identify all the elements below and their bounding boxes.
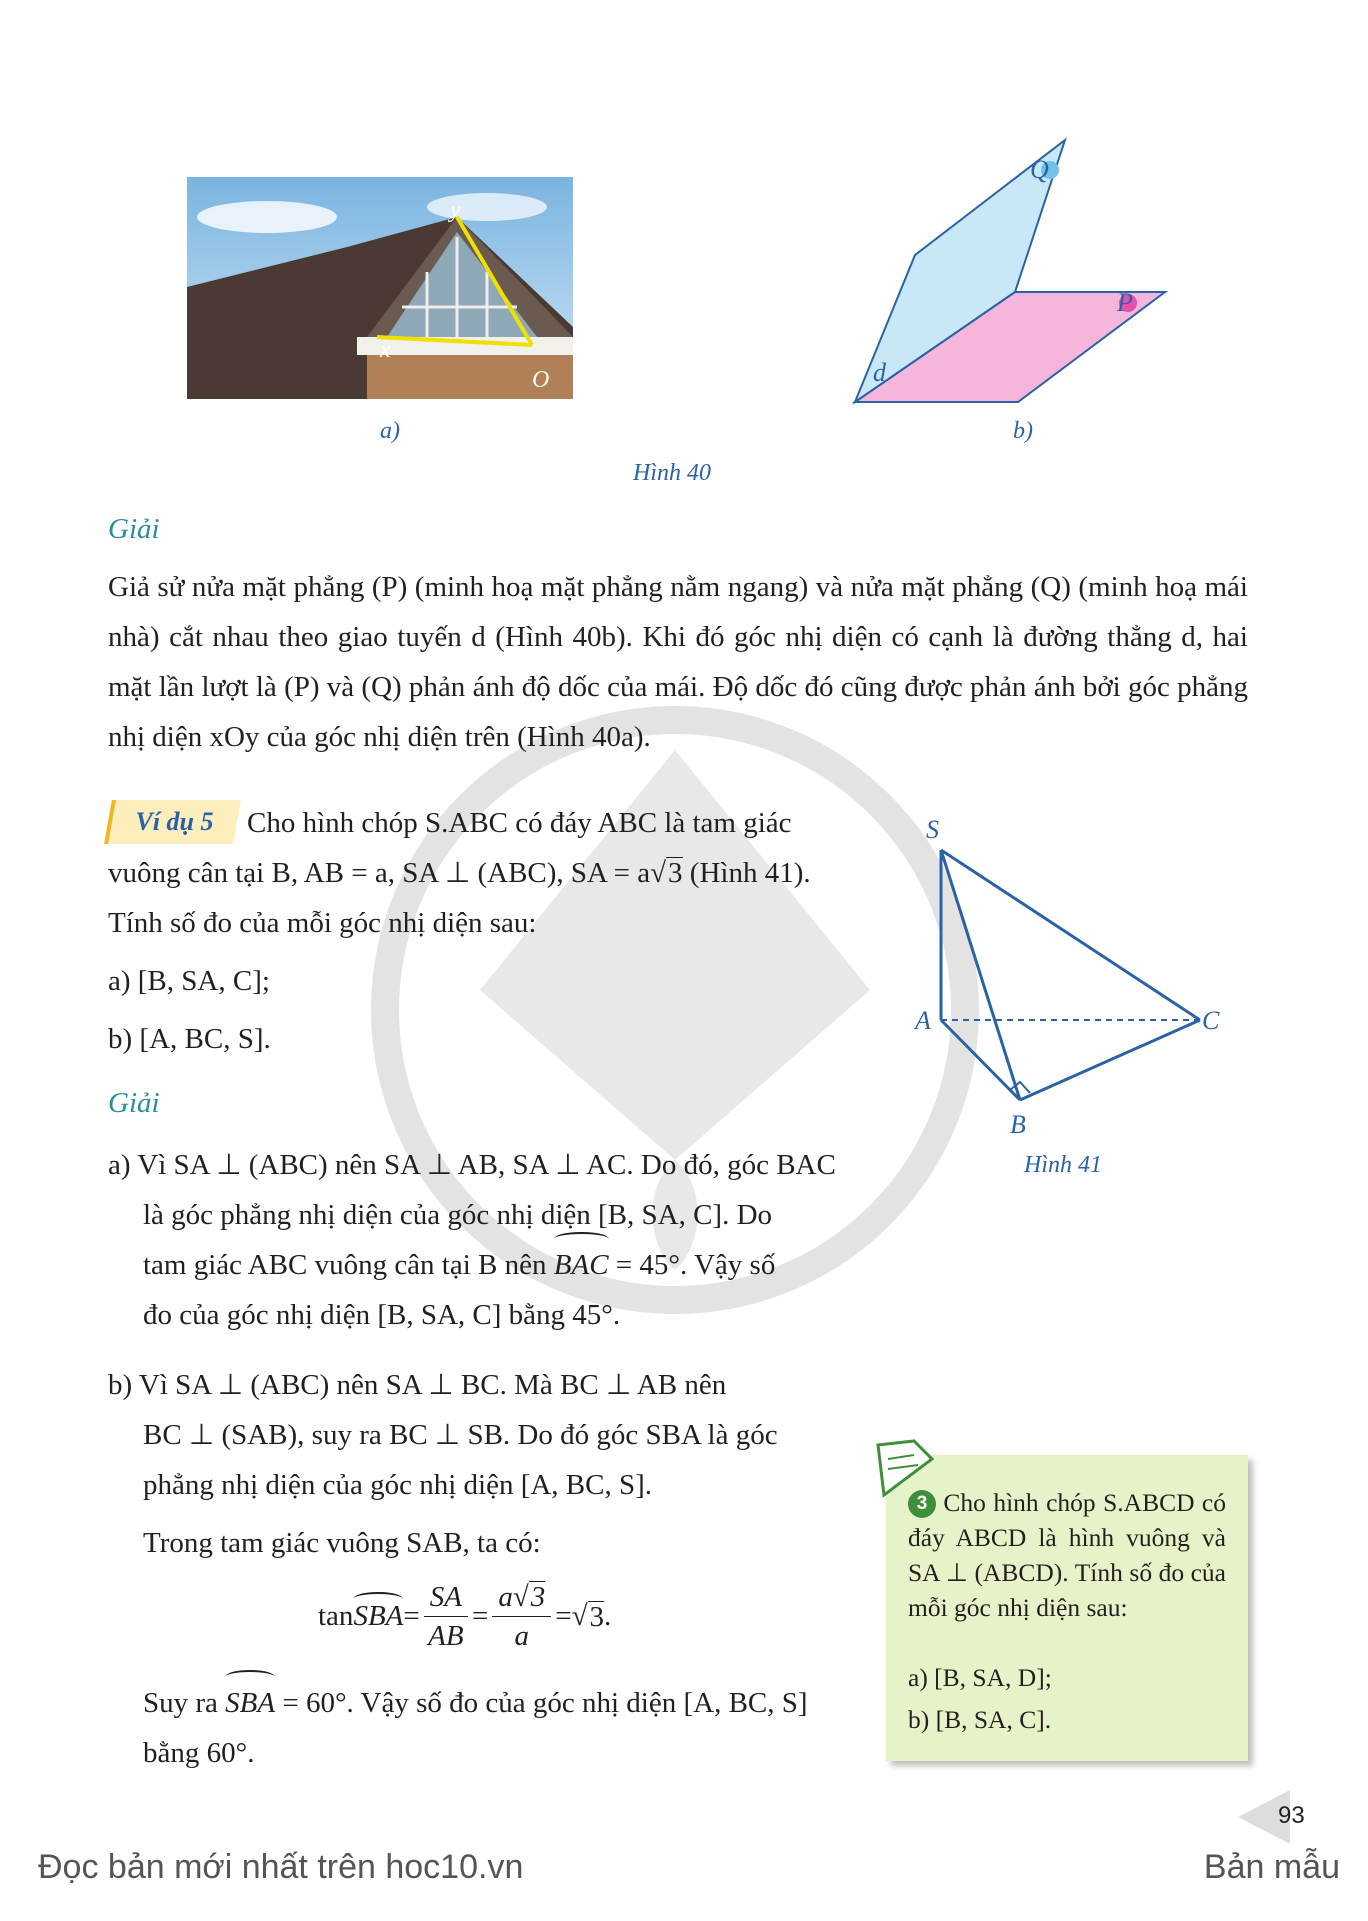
fraction-asqrt3-a: [492, 1578, 551, 1655]
solution2-a-line3a: tam giác ABC vuông cân tại B nên: [143, 1249, 554, 1281]
vertex-label-b: B: [1010, 1110, 1026, 1139]
solution2-a-line1: a) Vì SA ⊥ (ABC) nên SA ⊥ AB, SA ⊥ AC. Do đó, góc BAC: [108, 1149, 836, 1181]
roof-photo: [187, 177, 573, 399]
page-number-badge: [1238, 1790, 1316, 1844]
footer-right-text: Bản mẫu: [1203, 1848, 1340, 1886]
pyramid-diagram: [900, 810, 1220, 1110]
fraction-num-sa: SA: [424, 1578, 468, 1617]
example5-item-a: a) [B, SA, C];: [108, 965, 270, 997]
formula-tan: tan: [318, 1600, 354, 1632]
exercise-question: Cho hình chóp S.ABCD có đáy ABCD là hình vuông và SA ⊥ (ABCD). Tính số đo của mỗi góc nhị diện sau:: [908, 1488, 1226, 1622]
example5-intro-line3: Tính số đo của mỗi góc nhị diện sau:: [108, 907, 537, 939]
formula-eq3: =: [555, 1600, 572, 1632]
exercise-item-a: a) [B, SA, D];: [908, 1663, 1052, 1692]
fraction-num-a: a: [498, 1581, 513, 1613]
photo-label-y: y: [450, 197, 461, 223]
exercise-item-b: b) [B, SA, C].: [908, 1705, 1052, 1734]
example5-intro-line2b: (Hình 41).: [682, 857, 811, 889]
half-planes-diagram: [850, 135, 1180, 410]
solution2-b-line2: BC ⊥ (SAB), suy ra BC ⊥ SB. Do đó góc SBA là góc: [143, 1419, 778, 1451]
fraction-den-a: a: [514, 1620, 530, 1652]
example5-item-b: b) [A, BC, S].: [108, 1023, 271, 1055]
page-number: 93: [1278, 1802, 1305, 1829]
example-tag-label: Ví dụ 5: [135, 807, 214, 836]
solution2-a-line2: là góc phẳng nhị diện của góc nhị diện [B, SA, C]. Do: [143, 1199, 773, 1231]
solution2-b-line4: Trong tam giác vuông SAB, ta có:: [143, 1527, 541, 1559]
solution2-b-line1: b) Vì SA ⊥ (ABC) nên SA ⊥ BC. Mà BC ⊥ AB nên: [108, 1369, 727, 1401]
example5-intro-line2a: vuông cân tại B, AB = a, SA ⊥ (ABC), SA = a: [108, 857, 651, 889]
solution2-a-line4: đo của góc nhị diện [B, SA, C] bằng 45°.: [143, 1299, 621, 1331]
photo-label-o: O: [532, 367, 550, 393]
exercise-box: [886, 1455, 1248, 1761]
example-tag: [104, 800, 241, 844]
formula-end: .: [604, 1600, 612, 1632]
formula-result-sqrt: 3: [589, 1601, 605, 1633]
plane-label-q: Q: [1030, 155, 1049, 184]
fraction-sa-ab: [424, 1578, 468, 1655]
solution2-heading: Giải: [108, 1087, 160, 1119]
angle-sba: SBA: [353, 1600, 404, 1632]
example5-sqrt: 3: [668, 857, 683, 889]
solution1-paragraph: Giả sử nửa mặt phẳng (P) (minh hoạ mặt phẳng nằm ngang) và nửa mặt phẳng (Q) (minh hoạ mái nhà) cắt nhau theo giao tuyến d (Hình 40b). Khi đó góc nhị diện có cạnh là đường thẳng d, hai mặt lần lượt là (P) và (Q) phản ánh độ dốc của mái. Độ dốc đó cũng được phản ánh bởi góc phẳng nhị diện xOy của góc nhị diện trên (Hình 40a).: [108, 571, 1248, 753]
fraction-num-sqrt: 3: [530, 1581, 546, 1613]
solution2-b-line5b: = 60°. Vậy số đo của góc nhị diện [A, BC, S]: [275, 1687, 808, 1719]
solution2-b-line6: bằng 60°.: [143, 1737, 255, 1769]
solution2-b-line3: phẳng nhị diện của góc nhị diện [A, BC, S].: [143, 1469, 653, 1501]
example5-intro-line2: vuông cân tại B, AB = a, SA ⊥ (ABC), SA = a√3 (Hình 41).: [108, 857, 811, 889]
angle-bac: BAC: [554, 1240, 609, 1290]
exercise-number: 3: [908, 1490, 936, 1518]
solution2-a-line3: [143, 1240, 775, 1290]
photo-label-x: x: [380, 337, 391, 363]
formula-eq2: =: [471, 1600, 489, 1632]
example5-intro-line1: Cho hình chóp S.ABC có đáy ABC là tam giác: [247, 807, 792, 839]
vertex-label-s: S: [926, 815, 939, 844]
figure40-caption-b: b): [1013, 418, 1033, 444]
line-label-d: d: [873, 358, 886, 387]
figure40-title: Hình 40: [633, 460, 711, 486]
solution2-a-line3b: = 45°. Vậy số: [608, 1249, 776, 1281]
solution1-heading: Giải: [108, 513, 160, 545]
vertex-label-a: A: [915, 1006, 931, 1035]
plane-label-p: P: [1117, 288, 1133, 317]
solution2-b-line5a: Suy ra: [143, 1687, 226, 1719]
footer-left-text[interactable]: Đọc bản mới nhất trên hoc10.vn: [38, 1848, 524, 1886]
figure41-title: Hình 41: [1024, 1152, 1102, 1178]
vertex-label-c: C: [1202, 1006, 1220, 1035]
tan-formula: tan SBA = $\frac{SA}{AB}$ = $\frac{a√3}{a}$ = √ 3 .: [318, 1578, 611, 1655]
fraction-den-ab: AB: [428, 1620, 464, 1652]
figure40-caption-a: a): [380, 418, 400, 444]
formula-eq1: =: [403, 1600, 420, 1632]
solution2-b-line5: [143, 1678, 808, 1728]
angle-sba-2: SBA: [225, 1678, 275, 1728]
exercise-text: [908, 1485, 1226, 1625]
fraction-num-asqrt3: a√3: [492, 1578, 551, 1617]
